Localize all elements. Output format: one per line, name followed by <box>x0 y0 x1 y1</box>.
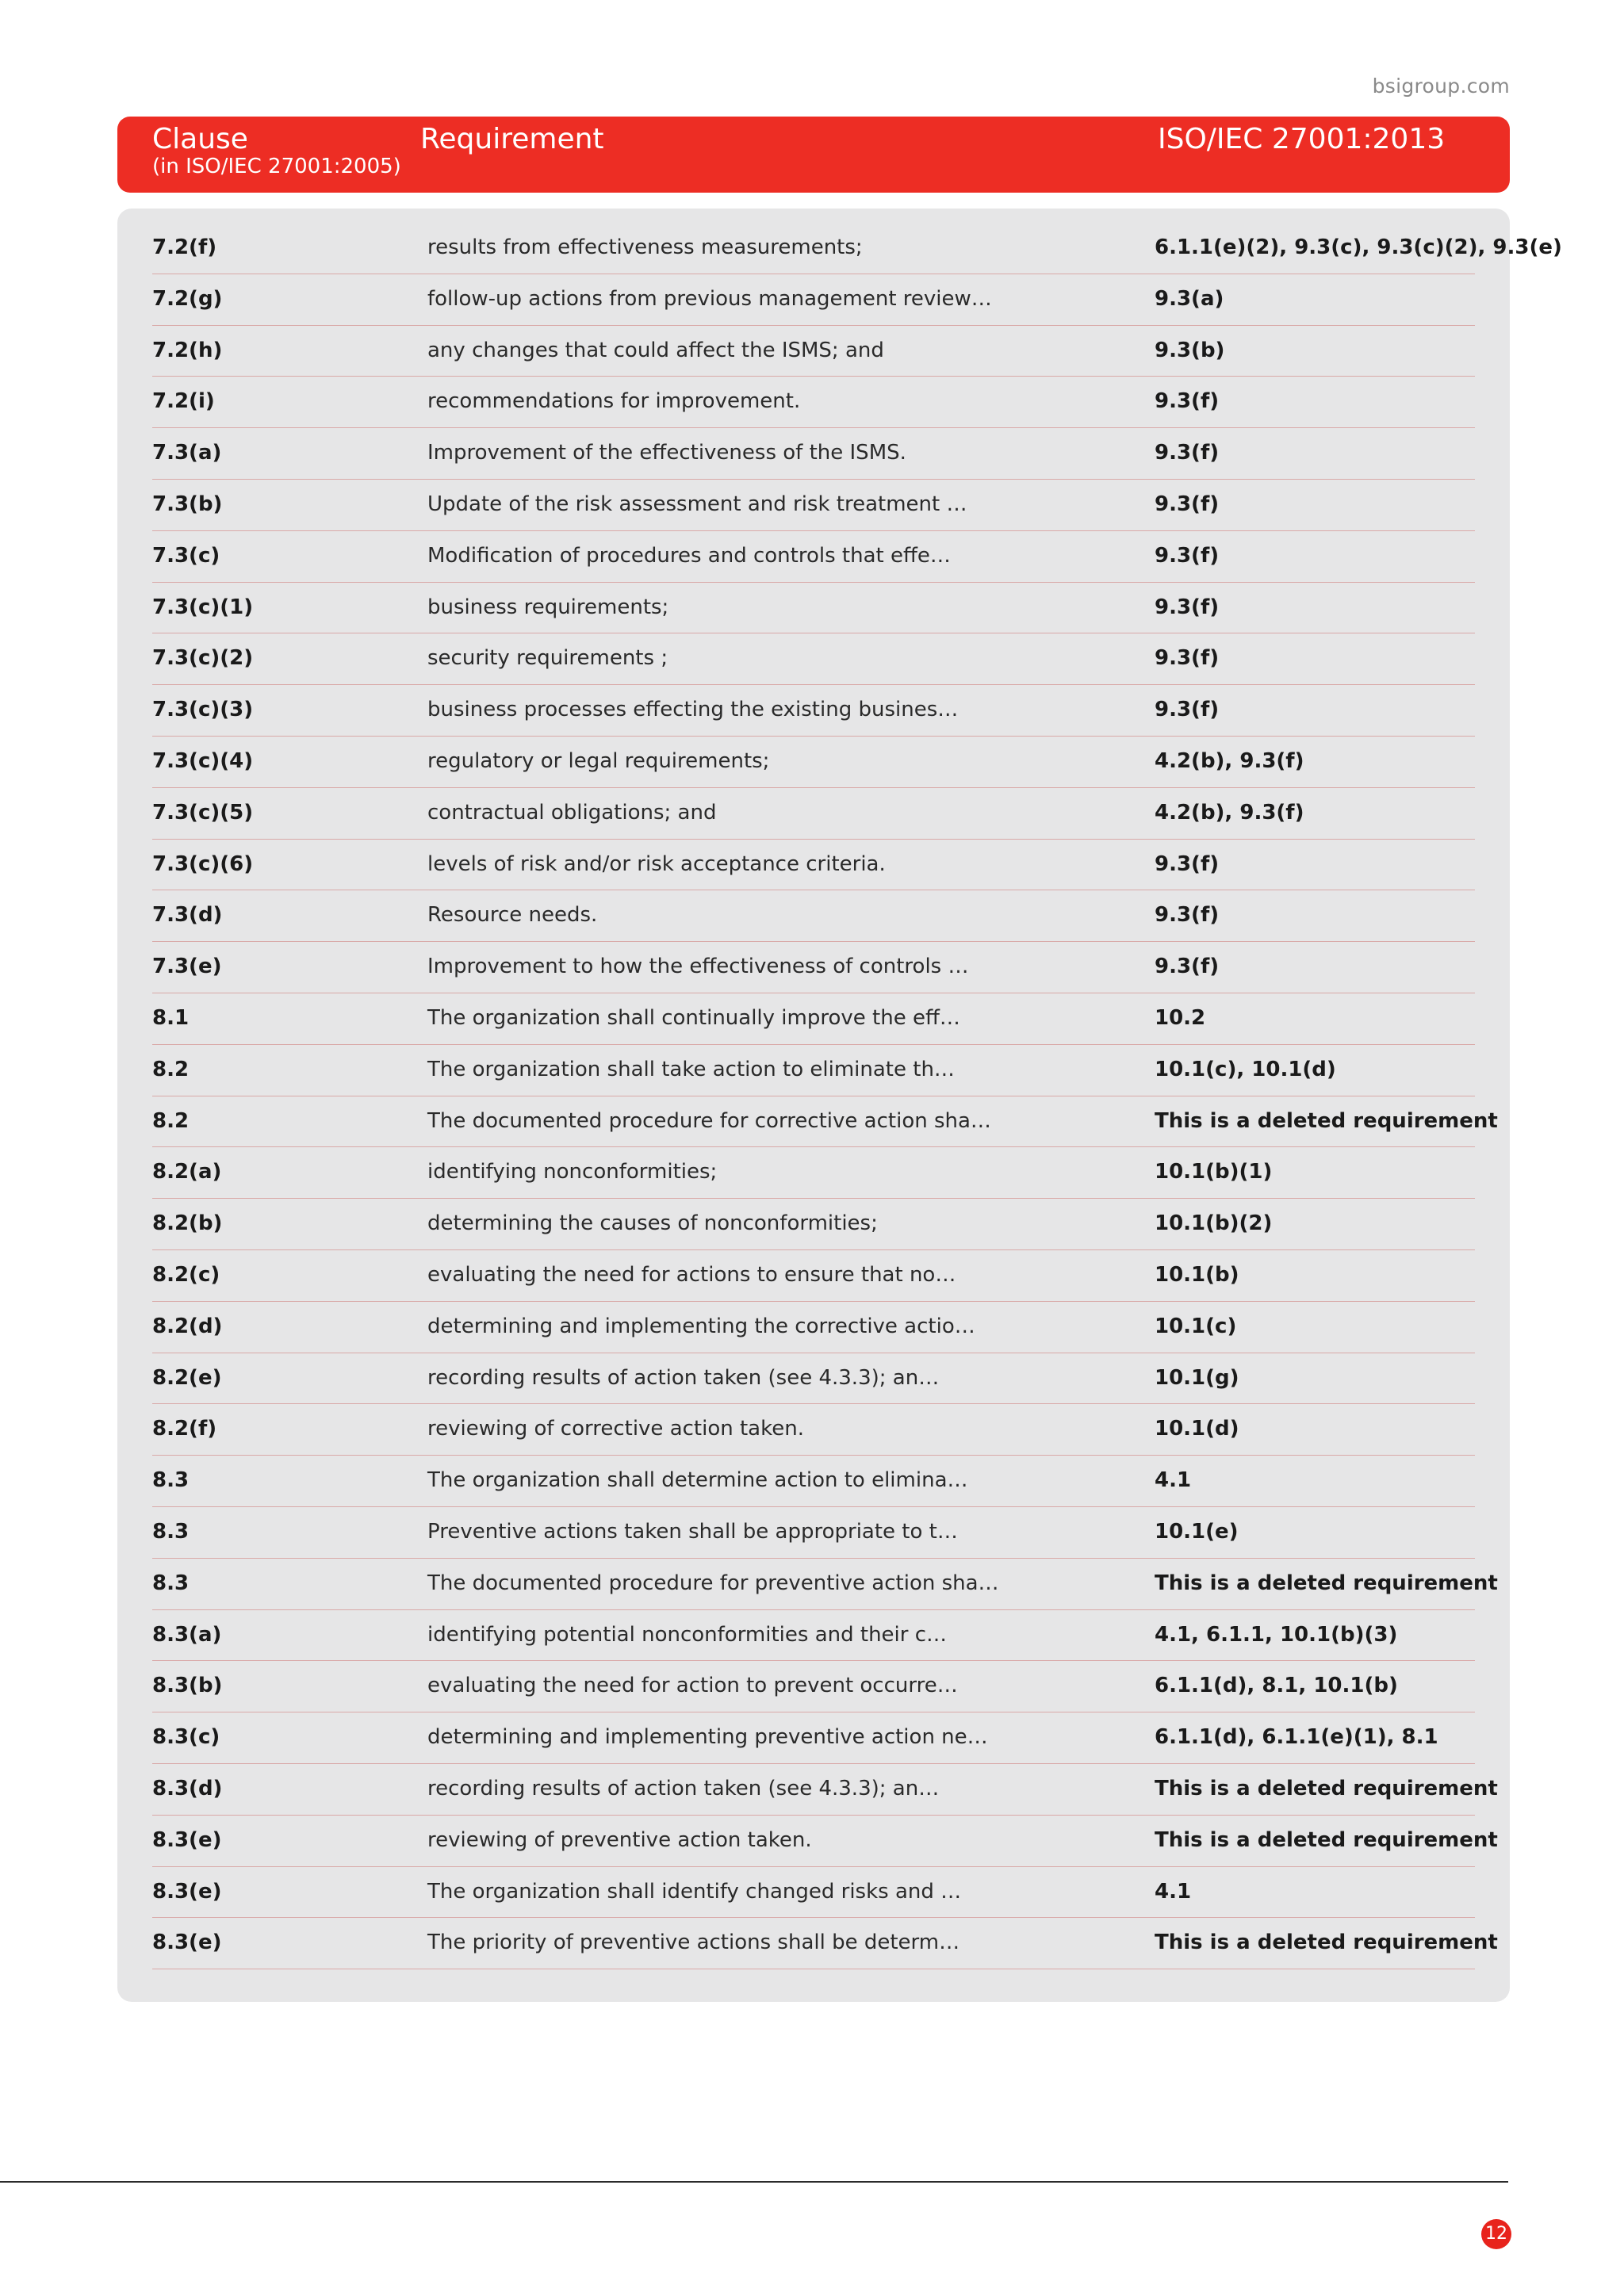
row-clause: 8.2 <box>152 1108 190 1133</box>
row-clause: 8.3(e) <box>152 1827 222 1852</box>
row-requirement: business processes effecting the existing busines… <box>427 698 959 722</box>
row-iso: 4.2(b), 9.3(f) <box>1155 800 1304 825</box>
row-clause: 8.2(e) <box>152 1365 222 1390</box>
row-requirement: recording results of action taken (see 4.3.3); an… <box>427 1365 940 1390</box>
table-row <box>152 1559 1498 1610</box>
row-iso: 6.1.1(e)(2), 9.3(c), 9.3(c)(2), 9.3(e) <box>1155 235 1562 259</box>
row-iso: 9.3(f) <box>1155 851 1220 876</box>
row-requirement: evaluating the need for actions to ensure that no… <box>427 1262 956 1287</box>
table-row <box>152 1199 1475 1250</box>
table-row <box>152 788 1475 840</box>
table-row <box>152 1250 1475 1302</box>
row-requirement: The organization shall identify changed risks and … <box>427 1879 962 1904</box>
row-clause: 7.2(h) <box>152 338 223 362</box>
footer-divider <box>0 2181 1508 2183</box>
table-row <box>152 890 1475 942</box>
row-requirement: Update of the risk assessment and risk treatment … <box>427 492 967 516</box>
row-requirement: The documented procedure for corrective action sha… <box>427 1108 991 1133</box>
row-requirement: The organization shall continually improve the eff… <box>427 1005 960 1030</box>
table-row <box>152 993 1475 1045</box>
row-iso: 9.3(f) <box>1155 595 1220 619</box>
row-requirement: evaluating the need for action to prevent occurre… <box>427 1674 958 1698</box>
table-row <box>152 583 1475 634</box>
row-iso: 9.3(b) <box>1155 338 1225 362</box>
row-requirement: reviewing of corrective action taken. <box>427 1417 804 1441</box>
table-row <box>152 685 1475 737</box>
table-header <box>117 117 1510 193</box>
row-iso: 6.1.1(d), 6.1.1(e)(1), 8.1 <box>1155 1725 1438 1750</box>
table-row <box>152 377 1475 428</box>
table-row <box>152 428 1475 480</box>
row-clause: 7.2(i) <box>152 389 215 414</box>
row-iso: This is a deleted requirement <box>1155 1931 1498 1955</box>
table-row <box>152 531 1475 583</box>
row-clause: 7.3(c)(1) <box>152 595 254 619</box>
row-iso: 10.2 <box>1155 1005 1206 1030</box>
row-clause: 8.3(e) <box>152 1931 222 1955</box>
row-requirement: Improvement of the effectiveness of the ISMS. <box>427 441 906 465</box>
table-row <box>152 1918 1498 1969</box>
row-iso: 9.3(f) <box>1155 903 1220 928</box>
row-requirement: The organization shall take action to eliminate th… <box>427 1057 955 1081</box>
table-row <box>152 1661 1475 1712</box>
row-clause: 8.2(f) <box>152 1417 217 1441</box>
table-row <box>152 274 1475 326</box>
row-requirement: follow-up actions from previous management review… <box>427 286 992 311</box>
row-clause: 7.2(f) <box>152 235 217 259</box>
row-requirement: any changes that could affect the ISMS; and <box>427 338 884 362</box>
row-clause: 7.3(b) <box>152 492 223 516</box>
row-requirement: business requirements; <box>427 595 669 619</box>
row-iso: 4.1 <box>1155 1468 1192 1493</box>
header-clause: Clause <box>152 123 248 155</box>
row-requirement: determining and implementing preventive action ne… <box>427 1725 988 1750</box>
table-row <box>152 1302 1475 1353</box>
row-clause: 8.3(e) <box>152 1879 222 1904</box>
table-row <box>152 840 1475 891</box>
row-requirement: The priority of preventive actions shall be determ… <box>427 1931 960 1955</box>
table-row <box>152 223 1562 274</box>
table-row <box>152 1404 1475 1456</box>
table-row <box>152 1507 1475 1559</box>
row-iso: 4.1, 6.1.1, 10.1(b)(3) <box>1155 1622 1398 1647</box>
table-panel <box>117 209 1562 2002</box>
row-iso: 9.3(f) <box>1155 955 1220 979</box>
row-clause: 8.3 <box>152 1519 190 1544</box>
row-iso: 10.1(e) <box>1155 1519 1239 1544</box>
row-requirement: The documented procedure for preventive action sha… <box>427 1571 999 1595</box>
page-number: 12 <box>1481 2219 1511 2249</box>
row-requirement: Modification of procedures and controls that effe… <box>427 543 951 568</box>
row-iso: This is a deleted requirement <box>1155 1827 1498 1852</box>
row-clause: 7.3(c)(6) <box>152 851 254 876</box>
table-body <box>152 223 1562 1969</box>
row-clause: 7.3(c)(4) <box>152 748 254 773</box>
header-iso: ISO/IEC 27001:2013 <box>1158 123 1446 155</box>
row-iso: This is a deleted requirement <box>1155 1776 1498 1800</box>
row-iso: 10.1(c), 10.1(d) <box>1155 1057 1336 1081</box>
row-requirement: recording results of action taken (see 4.3.3); an… <box>427 1776 940 1800</box>
row-clause: 8.3(b) <box>152 1674 223 1698</box>
row-iso: 9.3(f) <box>1155 492 1220 516</box>
row-iso: 10.1(d) <box>1155 1417 1239 1441</box>
row-clause: 8.3(c) <box>152 1725 220 1750</box>
row-iso: 10.1(c) <box>1155 1314 1237 1338</box>
table-row <box>152 1353 1475 1405</box>
row-iso: 9.3(f) <box>1155 698 1220 722</box>
row-clause: 8.3(a) <box>152 1622 222 1647</box>
row-iso: 10.1(g) <box>1155 1365 1239 1390</box>
table-row <box>152 1816 1498 1867</box>
row-clause: 7.3(d) <box>152 903 223 928</box>
table-row <box>152 326 1475 377</box>
row-iso: 4.1 <box>1155 1879 1192 1904</box>
row-iso: This is a deleted requirement <box>1155 1571 1498 1595</box>
row-iso: This is a deleted requirement <box>1155 1108 1498 1133</box>
table-row <box>152 1712 1475 1764</box>
table-row <box>152 1147 1475 1199</box>
table-row <box>152 942 1475 993</box>
site-url: bsigroup.com <box>1372 75 1510 98</box>
row-iso: 9.3(f) <box>1155 441 1220 465</box>
row-requirement: Preventive actions taken shall be appropriate to t… <box>427 1519 958 1544</box>
row-iso: 9.3(f) <box>1155 646 1220 671</box>
row-requirement: determining and implementing the corrective actio… <box>427 1314 975 1338</box>
row-requirement: regulatory or legal requirements; <box>427 748 770 773</box>
row-iso: 4.2(b), 9.3(f) <box>1155 748 1304 773</box>
row-requirement: results from effectiveness measurements; <box>427 235 863 259</box>
row-clause: 8.2(d) <box>152 1314 223 1338</box>
row-clause: 7.3(c)(3) <box>152 698 254 722</box>
table-row <box>152 1610 1475 1662</box>
row-iso: 10.1(b) <box>1155 1262 1239 1287</box>
table-row <box>152 1764 1498 1816</box>
row-clause: 7.3(c) <box>152 543 220 568</box>
row-iso: 10.1(b)(2) <box>1155 1211 1273 1236</box>
table-row <box>152 1096 1498 1148</box>
row-requirement: reviewing of preventive action taken. <box>427 1827 812 1852</box>
row-clause: 7.2(g) <box>152 286 223 311</box>
row-requirement: security requirements ; <box>427 646 668 671</box>
row-iso: 9.3(a) <box>1155 286 1224 311</box>
row-clause: 8.2 <box>152 1057 190 1081</box>
row-iso: 10.1(b)(1) <box>1155 1160 1273 1184</box>
table-row <box>152 1456 1475 1507</box>
row-iso: 6.1.1(d), 8.1, 10.1(b) <box>1155 1674 1398 1698</box>
row-clause: 8.3 <box>152 1571 190 1595</box>
row-iso: 9.3(f) <box>1155 543 1220 568</box>
table-row <box>152 480 1475 531</box>
row-clause: 7.3(c)(5) <box>152 800 254 825</box>
row-clause: 8.3(d) <box>152 1776 223 1800</box>
row-requirement: Improvement to how the effectiveness of controls … <box>427 955 969 979</box>
row-requirement: Resource needs. <box>427 903 598 928</box>
row-requirement: identifying potential nonconformities and their c… <box>427 1622 948 1647</box>
row-requirement: determining the causes of nonconformities; <box>427 1211 878 1236</box>
row-clause: 8.1 <box>152 1005 190 1030</box>
row-requirement: The organization shall determine action to elimina… <box>427 1468 968 1493</box>
row-clause: 7.3(e) <box>152 955 222 979</box>
row-clause: 8.3 <box>152 1468 190 1493</box>
row-clause: 7.3(a) <box>152 441 222 465</box>
table-row <box>152 1867 1475 1919</box>
row-requirement: contractual obligations; and <box>427 800 717 825</box>
row-requirement: recommendations for improvement. <box>427 389 801 414</box>
row-requirement: identifying nonconformities; <box>427 1160 718 1184</box>
row-clause: 7.3(c)(2) <box>152 646 254 671</box>
header-clause-sub: (in ISO/IEC 27001:2005) <box>152 155 401 178</box>
row-iso: 9.3(f) <box>1155 389 1220 414</box>
table-row <box>152 633 1475 685</box>
row-clause: 8.2(b) <box>152 1211 223 1236</box>
table-row <box>152 1045 1475 1096</box>
row-clause: 8.2(a) <box>152 1160 222 1184</box>
table-row <box>152 737 1475 788</box>
row-clause: 8.2(c) <box>152 1262 220 1287</box>
row-requirement: levels of risk and/or risk acceptance criteria. <box>427 851 886 876</box>
header-requirement: Requirement <box>420 123 604 155</box>
